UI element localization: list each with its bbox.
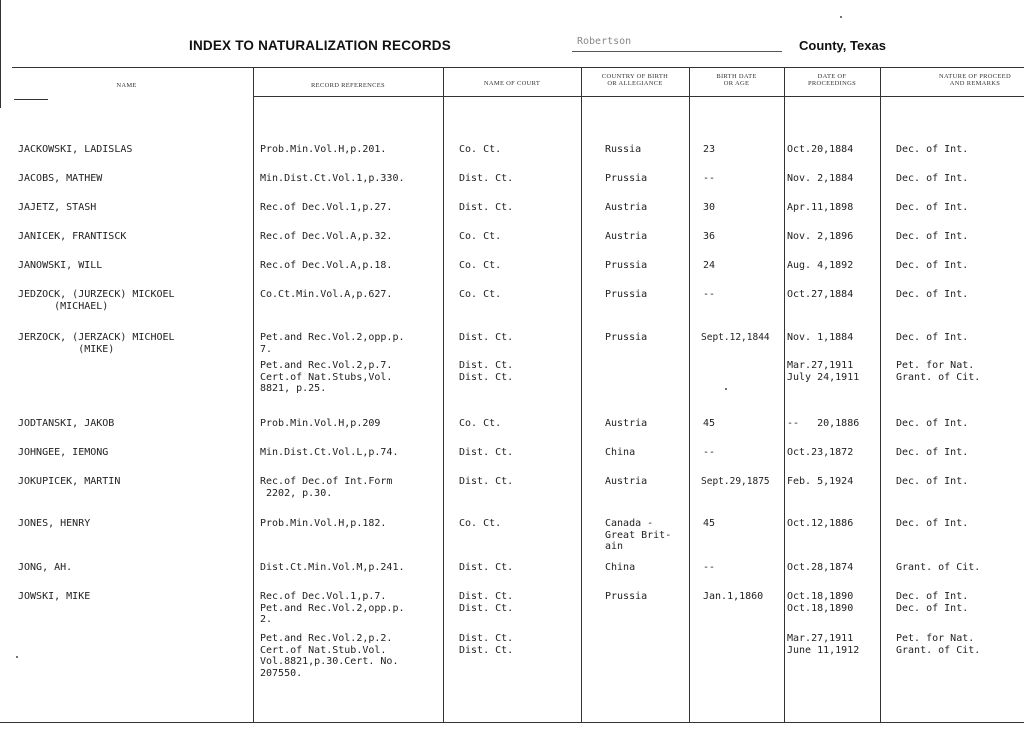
record-name: JODTANSKI, JAKOB <box>18 418 115 429</box>
scan-speck <box>16 656 18 658</box>
record-name: JACOBS, MATHEW <box>18 173 103 184</box>
column-rule <box>880 67 881 722</box>
record-country: Austria <box>605 476 648 487</box>
record-country: China <box>605 562 636 573</box>
record-reference: Rec.of Dec.Vol.1,p.7. Pet.and Rec.Vol.2,opp.p. 2. <box>260 591 405 625</box>
record-date: Nov. 2,1896 <box>787 231 854 242</box>
record-nature: Grant. of Cit. <box>896 562 981 573</box>
column-rule <box>784 67 785 722</box>
record-court: Co. Ct. <box>459 418 502 429</box>
record-name: JERZOCK, (JERZACK) MICHOEL (MIKE) <box>18 332 175 355</box>
county-underline <box>572 51 782 52</box>
record-court: Dist. Ct. <box>459 173 514 184</box>
record-nature: Dec. of Int. <box>896 144 969 155</box>
record-court: Co. Ct. <box>459 289 502 300</box>
record-name: JONG, AH. <box>18 562 73 573</box>
record-court: Co. Ct. <box>459 231 502 242</box>
column-header-country: COUNTRY OF BIRTH OR ALLEGIANCE <box>601 73 669 87</box>
left-edge-rule <box>0 0 1 108</box>
record-reference: Rec.of Dec.of Int.Form 2202, p.30. <box>260 476 393 499</box>
record-nature: Pet. for Nat. Grant. of Cit. <box>896 360 981 383</box>
record-reference: Prob.Min.Vol.H,p.209 <box>260 418 381 429</box>
record-court: Dist. Ct. Dist. Ct. <box>459 591 514 614</box>
record-country: Austria <box>605 418 648 429</box>
record-court: Co. Ct. <box>459 518 502 529</box>
record-country: China <box>605 447 636 458</box>
record-name: JOHNGEE, IEMONG <box>18 447 109 458</box>
record-birth: 23 <box>703 144 716 155</box>
record-birth: Sept.12,1844 <box>701 332 770 343</box>
column-header-date: DATE OF PROCEEDINGS <box>807 73 857 87</box>
record-nature: Dec. of Int. <box>896 202 969 213</box>
record-nature: Dec. of Int. <box>896 231 969 242</box>
header-bottom-rule <box>253 96 1024 97</box>
county-label: County, Texas <box>799 38 886 53</box>
record-nature: Dec. of Int. <box>896 447 969 458</box>
page-title: INDEX TO NATURALIZATION RECORDS <box>189 38 451 53</box>
record-nature: Dec. of Int. <box>896 260 969 271</box>
record-date: Mar.27,1911 July 24,1911 <box>787 360 860 383</box>
record-birth: -- <box>703 173 716 184</box>
record-reference: Prob.Min.Vol.H,p.182. <box>260 518 387 529</box>
county-name: Robertson <box>577 36 632 47</box>
record-country: Prussia <box>605 591 648 602</box>
column-header-court: NAME OF COURT <box>483 80 541 87</box>
record-reference: Rec.of Dec.Vol.A,p.32. <box>260 231 393 242</box>
record-birth: Sept.29,1875 <box>701 476 770 487</box>
record-country: Austria <box>605 231 648 242</box>
record-court: Dist. Ct. <box>459 476 514 487</box>
record-date: Feb. 5,1924 <box>787 476 854 487</box>
record-court: Dist. Ct. <box>459 562 514 573</box>
column-rule <box>581 67 582 722</box>
record-reference: Pet.and Rec.Vol.2,opp.p. 7. <box>260 332 405 355</box>
record-country: Prussia <box>605 289 648 300</box>
record-date: Apr.11,1898 <box>787 202 854 213</box>
record-nature: Pet. for Nat. Grant. of Cit. <box>896 633 981 656</box>
column-header-record-references: RECORD REFERENCES <box>311 82 385 89</box>
column-header-nature: NATURE OF PROCEED AND REMARKS <box>939 73 1011 87</box>
record-court: Dist. Ct. Dist. Ct. <box>459 633 514 656</box>
record-date: Oct.20,1884 <box>787 144 854 155</box>
record-country: Russia <box>605 144 642 155</box>
record-nature: Dec. of Int. Dec. of Int. <box>896 591 969 614</box>
record-date: Oct.23,1872 <box>787 447 854 458</box>
record-date: Mar.27,1911 June 11,1912 <box>787 633 860 656</box>
record-court: Dist. Ct. Dist. Ct. <box>459 360 514 383</box>
record-reference: Min.Dist.Ct.Vol.L,p.74. <box>260 447 399 458</box>
record-date: Oct.28,1874 <box>787 562 854 573</box>
record-country: Prussia <box>605 332 648 343</box>
record-reference: Pet.and Rec.Vol.2,p.2. Cert.of Nat.Stub.Vol. Vol.8821,p.30.Cert. No. 207550. <box>260 633 399 679</box>
record-court: Dist. Ct. <box>459 332 514 343</box>
record-birth: -- <box>703 447 716 458</box>
record-name: JANOWSKI, WILL <box>18 260 103 271</box>
record-nature: Dec. of Int. <box>896 418 969 429</box>
record-reference: Co.Ct.Min.Vol.A,p.627. <box>260 289 393 300</box>
record-nature: Dec. of Int. <box>896 289 969 300</box>
column-rule <box>443 67 444 722</box>
record-nature: Dec. of Int. <box>896 518 969 529</box>
scan-speck <box>840 16 842 18</box>
record-reference: Min.Dist.Ct.Vol.1,p.330. <box>260 173 405 184</box>
record-birth: 36 <box>703 231 716 242</box>
record-birth: -- <box>703 562 716 573</box>
record-birth: 24 <box>703 260 716 271</box>
record-birth: Jan.1,1860 <box>703 591 764 602</box>
header-top-rule <box>12 67 1024 68</box>
scan-speck <box>725 388 727 390</box>
record-reference: Rec.of Dec.Vol.1,p.27. <box>260 202 393 213</box>
record-court: Co. Ct. <box>459 260 502 271</box>
column-rule <box>689 67 690 722</box>
record-name: JACKOWSKI, LADISLAS <box>18 144 133 155</box>
record-reference: Dist.Ct.Min.Vol.M,p.241. <box>260 562 405 573</box>
record-name: JONES, HENRY <box>18 518 91 529</box>
record-date: Aug. 4,1892 <box>787 260 854 271</box>
record-name: JOWSKI, MIKE <box>18 591 91 602</box>
record-court: Dist. Ct. <box>459 447 514 458</box>
record-birth: -- <box>703 289 716 300</box>
column-rule <box>253 67 254 722</box>
record-birth: 45 <box>703 418 716 429</box>
column-header-name: NAME <box>116 82 137 89</box>
record-name: JOKUPICEK, MARTIN <box>18 476 121 487</box>
record-date: Oct.18,1890 Oct.18,1890 <box>787 591 854 614</box>
record-country: Canada - Great Brit- ain <box>605 518 672 552</box>
record-name: JAJETZ, STASH <box>18 202 97 213</box>
record-name: JEDZOCK, (JURZECK) MICKOEL (MICHAEL) <box>18 289 175 312</box>
record-country: Austria <box>605 202 648 213</box>
record-nature: Dec. of Int. <box>896 332 969 343</box>
record-date: -- 20,1886 <box>787 418 860 429</box>
record-nature: Dec. of Int. <box>896 476 969 487</box>
record-court: Co. Ct. <box>459 144 502 155</box>
record-reference: Rec.of Dec.Vol.A,p.18. <box>260 260 393 271</box>
record-reference: Pet.and Rec.Vol.2,p.7. Cert.of Nat.Stubs,Vol. 8821, p.25. <box>260 360 393 394</box>
record-birth: 45 <box>703 518 716 529</box>
record-birth: 30 <box>703 202 716 213</box>
record-reference: Prob.Min.Vol.H,p.201. <box>260 144 387 155</box>
record-nature: Dec. of Int. <box>896 173 969 184</box>
record-name: JANICEK, FRANTISCK <box>18 231 127 242</box>
record-date: Oct.12,1886 <box>787 518 854 529</box>
record-country: Prussia <box>605 173 648 184</box>
bottom-rule <box>0 722 1024 723</box>
record-country: Prussia <box>605 260 648 271</box>
record-date: Nov. 1,1884 <box>787 332 854 343</box>
name-header-underline <box>14 99 48 100</box>
record-court: Dist. Ct. <box>459 202 514 213</box>
record-date: Nov. 2,1884 <box>787 173 854 184</box>
record-date: Oct.27,1884 <box>787 289 854 300</box>
column-header-birth: BIRTH DATE OR AGE <box>716 73 757 87</box>
